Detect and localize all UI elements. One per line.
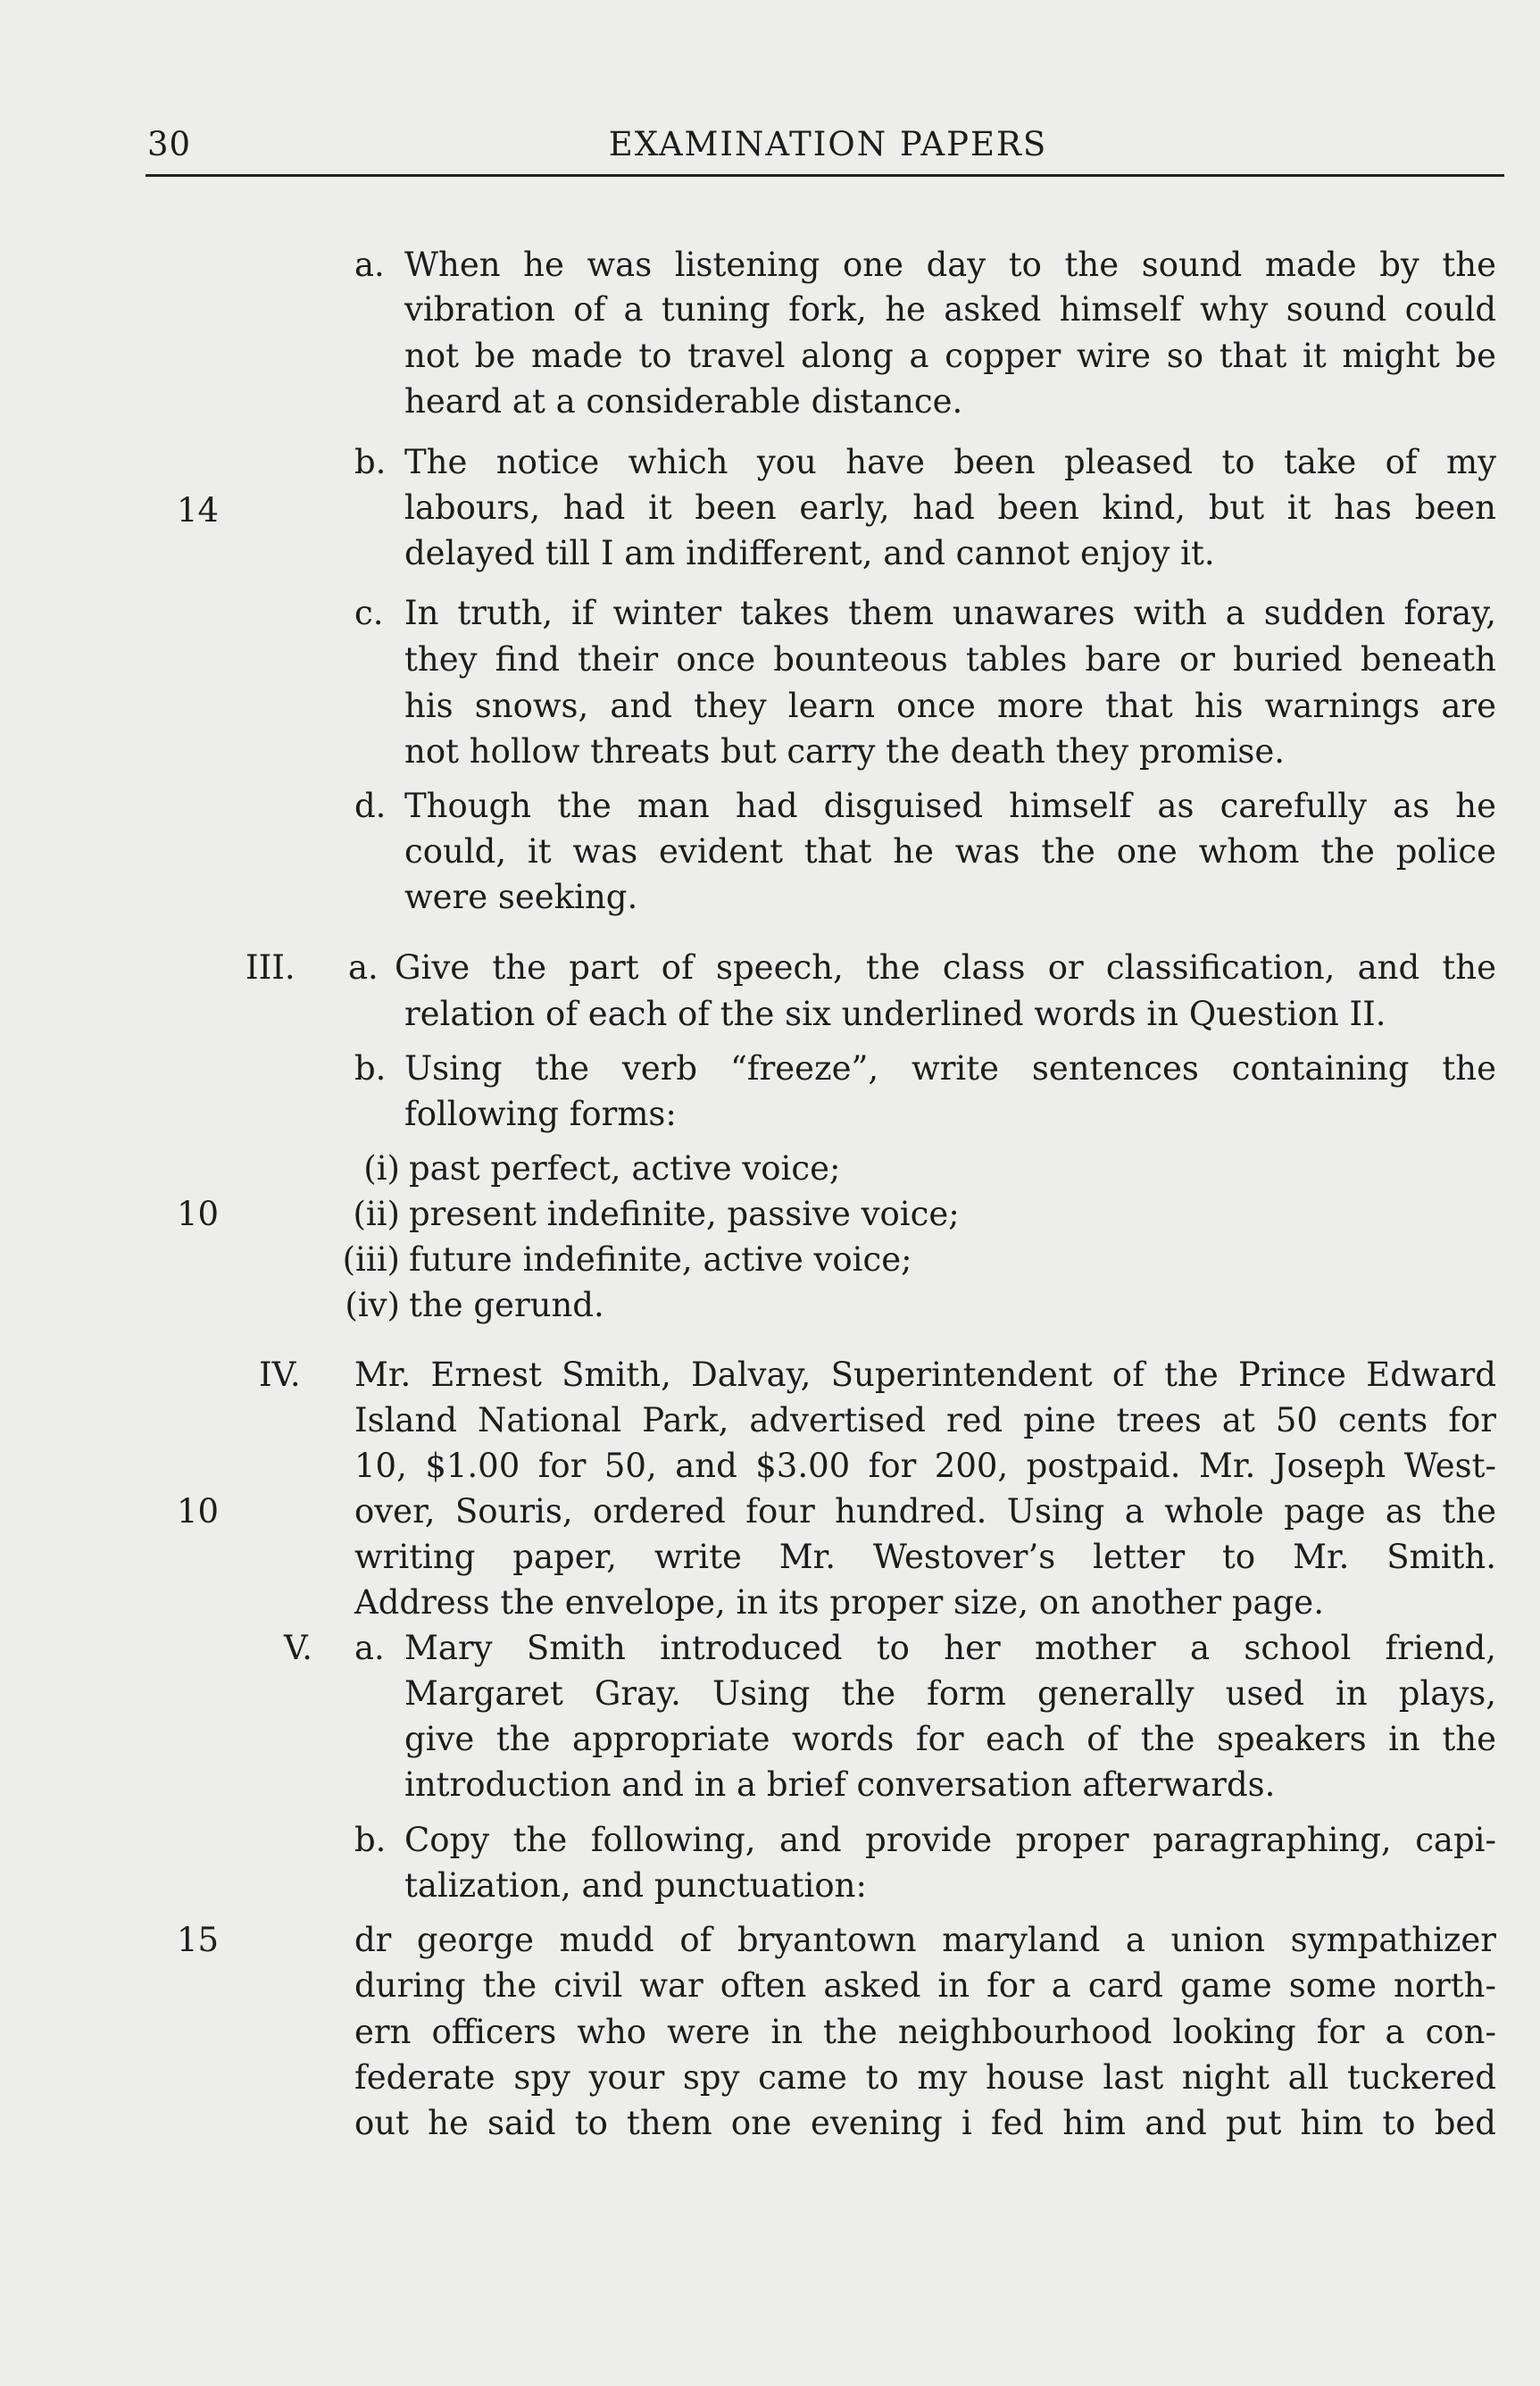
text-line: Copy the following, and provide proper paragraphing, capi- [404, 1821, 1496, 1859]
text-line: relation of each of the six underlined words in Question II. [404, 995, 1386, 1033]
text-line: could, it was evident that he was the one whom the police [404, 832, 1496, 871]
item-label: a. [354, 1629, 385, 1667]
form-item: (iii) future indefinite, active voice; [342, 1240, 912, 1279]
mark-question-v: 15 [177, 1921, 220, 1959]
passage-line: dr george mudd of bryantown maryland a union sympathizer [354, 1921, 1496, 1959]
item-label: d. [354, 787, 387, 825]
text-line: Though the man had disguised himself as carefully as he [404, 787, 1496, 825]
text-line: Mary Smith introduced to her mother a school friend, [404, 1629, 1496, 1667]
text-line: The notice which you have been pleased to take of my [404, 443, 1496, 481]
text-line: following forms: [404, 1095, 677, 1133]
passage-line: federate spy your spy came to my house last night all tuckered [354, 2058, 1496, 2097]
form-item: (i) past perfect, active voice; [363, 1149, 841, 1188]
question-numeral-iv: IV. [259, 1356, 301, 1394]
item-label: a. [354, 246, 385, 284]
page-title: EXAMINATION PAPERS [608, 125, 1048, 163]
item-label: b. [354, 1821, 387, 1859]
text-line: talization, and punctuation: [404, 1866, 867, 1905]
text-line: they find their once bounteous tables bare or buried beneath [404, 640, 1496, 679]
text-line: give the appropriate words for each of the speakers in the [404, 1720, 1496, 1758]
text-line: Island National Park, advertised red pine trees at 50 cents for [354, 1401, 1496, 1439]
item-label: c. [354, 594, 384, 632]
text-line: Address the envelope, in its proper size, on another page. [354, 1583, 1324, 1622]
passage-line: during the civil war often asked in for a card game some north- [354, 1966, 1496, 2005]
text-line: writing paper, write Mr. Westover’s letter to Mr. Smith. [354, 1538, 1496, 1576]
header-rule [146, 174, 1504, 177]
text-line: his snows, and they learn once more that his warnings are [404, 687, 1496, 725]
text-line: vibration of a tuning fork, he asked himself why sound could [404, 290, 1496, 329]
text-line: over, Souris, ordered four hundred. Using a whole page as the [354, 1492, 1496, 1531]
question-numeral-iii: III. [246, 948, 296, 987]
mark-question-iv: 10 [177, 1492, 220, 1531]
text-line: not hollow threats but carry the death they promise. [404, 732, 1286, 771]
item-label: b. [354, 1049, 387, 1088]
form-item: (ii) present indefinite, passive voice; [353, 1195, 960, 1233]
text-line: When he was listening one day to the sound made by the [404, 246, 1496, 284]
text-line: Using the verb “freeze”, write sentences containing the [404, 1049, 1496, 1088]
text-line: Margaret Gray. Using the form generally used in plays, [404, 1674, 1496, 1713]
text-line: delayed till I am indifferent, and cannot enjoy it. [404, 534, 1215, 572]
item-label: a. [348, 948, 379, 987]
text-line: Give the part of speech, the class or classification, and the [395, 948, 1496, 987]
text-line: Mr. Ernest Smith, Dalvay, Superintendent of the Prince Edward [354, 1356, 1496, 1394]
text-line: heard at a considerable distance. [404, 382, 963, 421]
text-line: were seeking. [404, 878, 638, 916]
text-line: not be made to travel along a copper wire so that it might be [404, 337, 1496, 375]
text-line: 10, $1.00 for 50, and $3.00 for 200, postpaid. Mr. Joseph West- [354, 1447, 1496, 1485]
text-line: labours, had it been early, had been kind, but it has been [404, 488, 1496, 527]
text-line: In truth, if winter takes them unawares with a sudden foray, [404, 594, 1496, 632]
mark-question-ii: 14 [177, 491, 220, 530]
passage-line: out he said to them one evening i fed him and put him to bed [354, 2104, 1496, 2142]
page-number: 30 [147, 125, 192, 163]
passage-line: ern officers who were in the neighbourhood looking for a con- [354, 2013, 1496, 2051]
item-label: b. [354, 443, 387, 481]
question-numeral-v: V. [284, 1629, 313, 1667]
page-header [147, 125, 1509, 179]
text-line: introduction and in a brief conversation afterwards. [404, 1765, 1276, 1804]
form-item: (iv) the gerund. [345, 1286, 604, 1324]
mark-question-iii: 10 [177, 1195, 220, 1233]
